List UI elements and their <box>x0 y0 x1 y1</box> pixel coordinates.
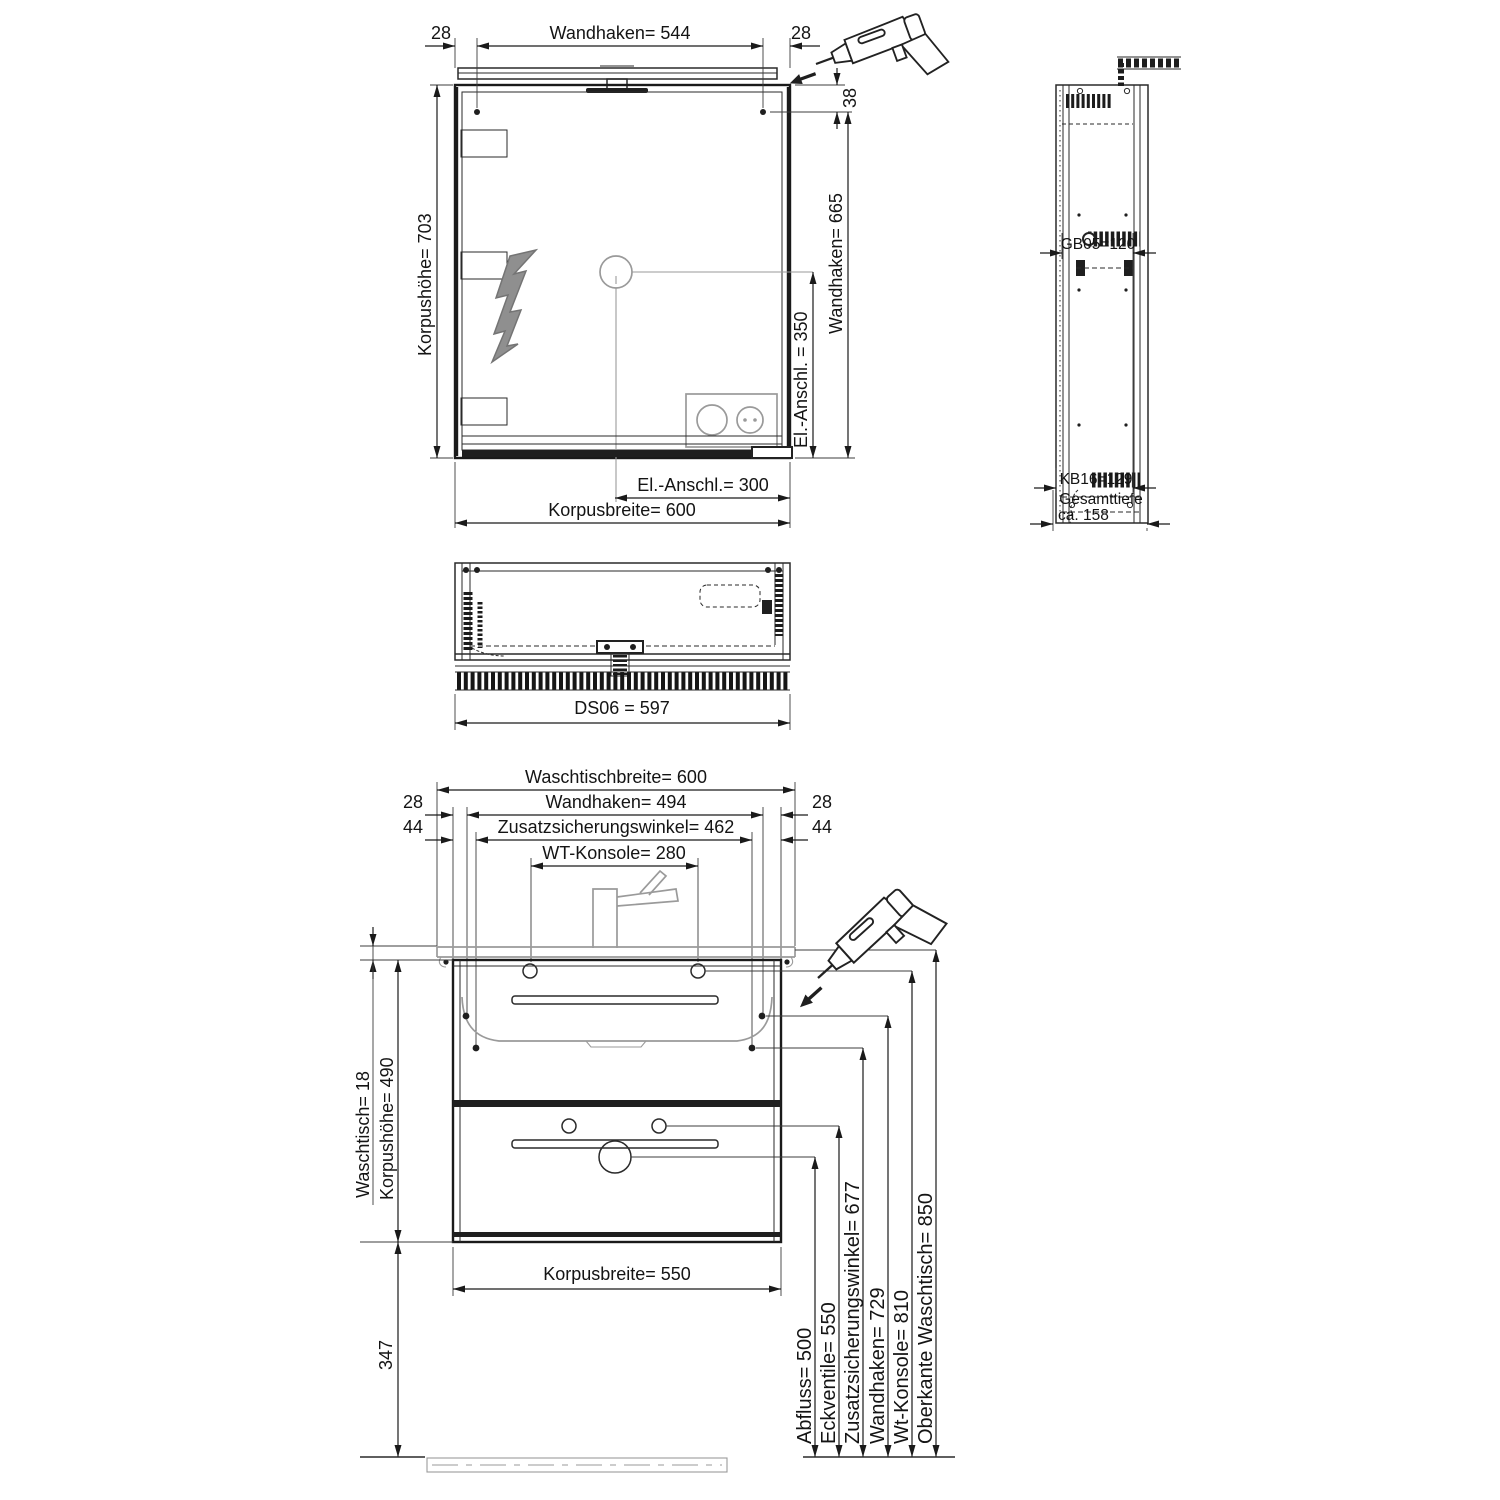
vanity-left-dimensions <box>353 927 453 1457</box>
drawer-right-hardware <box>700 574 779 636</box>
light-fixture <box>458 66 777 93</box>
dim-offset44-right: 44 <box>811 817 833 837</box>
mirror-cabinet-front-view <box>415 7 950 528</box>
dim-ds06-group <box>455 694 790 730</box>
dim-wt-konsole-top: WT-Konsole= 280 <box>542 843 686 863</box>
eckventil-hole <box>562 1119 576 1133</box>
lightning-icon <box>492 250 536 362</box>
dim-korpushoehe-490: Korpushöhe= 490 <box>377 1057 397 1200</box>
dim-wandhaken-right: Wandhaken= 665 <box>826 193 846 334</box>
dim-korpushoehe-703-group <box>415 85 453 458</box>
dim-wt-konsole-right: Wt-Konsole= 810 <box>891 1290 913 1444</box>
hinge-plate <box>461 252 507 279</box>
drawer-top-view <box>455 563 790 730</box>
wall-bracket <box>1117 57 1181 86</box>
mirror-cabinet-side-view <box>1030 57 1181 531</box>
center-bracket <box>597 641 643 676</box>
dim-korpushoehe: Korpushöhe= 703 <box>415 213 435 356</box>
dim-zusatz-top: Zusatzsicherungswinkel= 462 <box>497 817 735 837</box>
vanity-cabinet <box>453 960 781 1242</box>
drill-icon-bottom <box>783 878 950 1037</box>
eckventil-hole <box>652 1119 666 1133</box>
dim-gesamttiefe-label: Gesamttiefe <box>1059 491 1143 508</box>
floor-line <box>360 1457 955 1472</box>
dim-eckventile: Eckventile= 550 <box>818 1302 840 1444</box>
dim-waschtischbreite: Waschtischbreite= 600 <box>525 767 707 787</box>
dim-waschtisch: Waschtisch= 18 <box>353 1071 373 1198</box>
mirror-bottom-dimensions <box>455 462 790 528</box>
dim-top-to-hook: 38 <box>840 87 860 109</box>
handle-slot <box>512 996 718 1004</box>
dim-offset28-left: 28 <box>402 792 424 812</box>
dim-oberkante: Oberkante Waschtisch= 850 <box>915 1192 937 1444</box>
dim-el-anschl-vertical: El.-Anschl. = 350 <box>791 311 811 448</box>
comb-strip <box>455 672 790 690</box>
dim-gesamttiefe-value: ca. 158 <box>1058 507 1109 524</box>
dim-gesamttiefe-group <box>1030 490 1170 531</box>
drain-hole <box>599 1141 631 1173</box>
hinge-plate <box>461 398 507 425</box>
vanity-right-dimensions <box>794 950 937 1457</box>
dim-ds06: DS06 = 597 <box>574 698 670 718</box>
dim-38-group <box>770 68 860 129</box>
washbasin <box>437 947 795 1047</box>
dim-offset-left: 28 <box>430 23 452 43</box>
dim-el-anschl-horizontal: El.-Anschl.= 300 <box>637 475 769 495</box>
dim-korpusbreite-550-group <box>453 1247 781 1296</box>
dim-gb05-group <box>1040 233 1156 492</box>
vanity-front-view <box>353 767 955 1472</box>
dim-wandhaken-right: Wandhaken= 729 <box>867 1287 889 1444</box>
dim-wandhaken-top: Wandhaken= 494 <box>545 792 687 812</box>
dim-korpusbreite-550: Korpusbreite= 550 <box>543 1264 691 1284</box>
dim-kb16: KB16=129 <box>1059 471 1133 488</box>
dim-offset28-right: 28 <box>811 792 833 812</box>
faucet-icon <box>593 871 678 948</box>
dim-el-anschl-350-group <box>791 272 813 458</box>
dim-korpusbreite: Korpusbreite= 600 <box>548 500 696 520</box>
switch <box>752 447 792 458</box>
dim-zusatz-right: Zusatzsicherungswinkel= 677 <box>842 1181 864 1444</box>
dim-wandhaken-top: Wandhaken= 544 <box>549 23 691 43</box>
side-hardware <box>1059 88 1140 523</box>
electrical-connection-point <box>600 256 813 502</box>
dim-347: 347 <box>376 1339 396 1370</box>
dim-offset44-left: 44 <box>402 817 424 837</box>
dim-offset-right: 28 <box>790 23 812 43</box>
dim-abfluss: Abfluss= 500 <box>794 1327 816 1444</box>
dim-gb05: GB05=120 <box>1060 236 1136 253</box>
leader-lines <box>631 950 936 1157</box>
hinge-plate <box>461 130 507 157</box>
socket-outlet-icon <box>686 394 777 447</box>
